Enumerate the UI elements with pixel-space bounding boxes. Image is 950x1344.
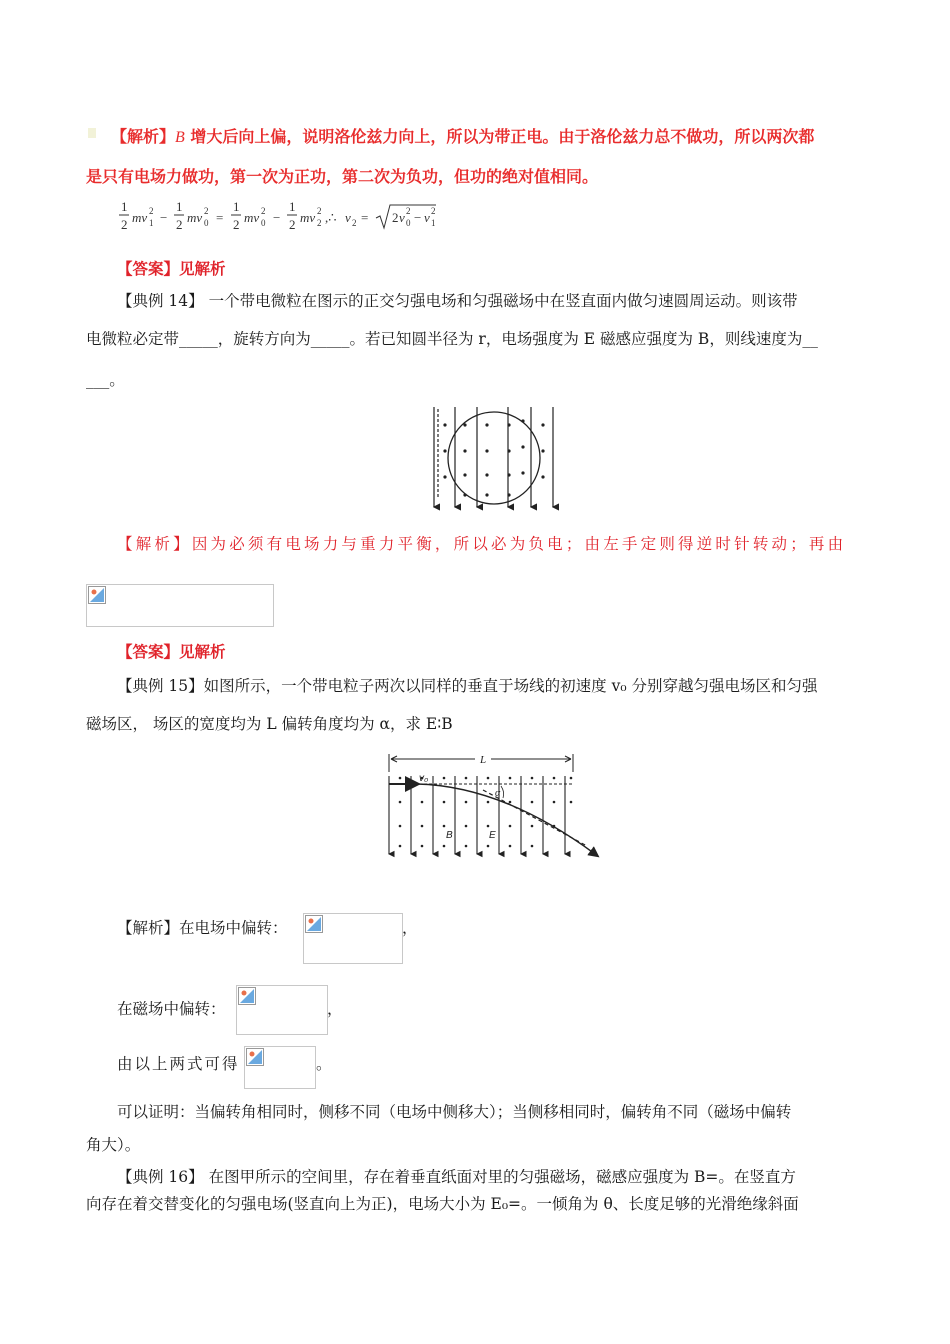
- formula-image-2: [236, 985, 328, 1035]
- answer-text: 见解析: [179, 259, 226, 278]
- deflection-figure: [383, 750, 605, 860]
- svg-text:v: v: [345, 210, 351, 225]
- fig-label-v0: v₀: [419, 773, 429, 784]
- period-3: 。: [316, 1055, 332, 1073]
- svg-text:2: 2: [431, 206, 436, 216]
- answer-line-1: [117, 258, 226, 280]
- broken-image-icon: [246, 1048, 264, 1066]
- svg-text:mv: mv: [132, 210, 148, 225]
- broken-image-placeholder: [86, 584, 274, 627]
- formula-image-3: [244, 1046, 316, 1089]
- comma-2: ，: [327, 1000, 343, 1018]
- svg-text:2: 2: [317, 206, 322, 216]
- example15-line-1: [117, 675, 817, 697]
- fig-label-L: L: [480, 754, 487, 766]
- broken-image-icon: [305, 915, 323, 933]
- svg-text:=: =: [361, 210, 369, 225]
- faint-marker: [88, 128, 96, 138]
- example14-jiexi: [117, 533, 846, 555]
- svg-text:2: 2: [149, 206, 154, 216]
- proof-line-1: 可以证明：当偏转角相同时，侧移不同（电场中侧移大）；当侧移相同时，偏转角不同（磁场中偏转: [117, 1103, 792, 1121]
- example15-jiexi-3: 由以上两式可得: [117, 1055, 240, 1073]
- svg-text:=: =: [216, 210, 224, 225]
- fig-label-alpha: α: [495, 788, 501, 799]
- jiexi-line-2: 是只有电场力做功，第一次为正功，第二次为负功，但功的绝对值相同。: [86, 167, 599, 186]
- svg-text:1: 1: [431, 218, 436, 228]
- example14-tag: 【典例 14】: [117, 292, 204, 310]
- svg-text:1: 1: [121, 199, 128, 214]
- svg-text:mv: mv: [300, 210, 316, 225]
- svg-text:2: 2: [317, 218, 322, 228]
- example15-jiexi-1: 【解析】在电场中偏转：: [117, 919, 288, 937]
- svg-text:−: −: [414, 210, 422, 225]
- jiexi-tag: 【解析】: [111, 127, 176, 146]
- jiexi-paragraph-1: [111, 124, 871, 147]
- field-circle-svg: [425, 403, 560, 513]
- svg-text:,∴: ,∴: [325, 210, 337, 225]
- svg-text:2: 2: [121, 217, 128, 232]
- svg-text:2: 2: [406, 206, 411, 216]
- svg-text:1: 1: [233, 199, 240, 214]
- example16-line-2: 向存在着交替变化的匀强电场(竖直向上为正)，电场大小为 E₀=。一倾角为 θ、长度足够的光滑绝缘斜面: [86, 1195, 799, 1213]
- svg-text:mv: mv: [187, 210, 203, 225]
- jiexi-text: 增大后向上偏，说明洛伦兹力向上，所以为带正电。由于洛伦兹力总不做功，所以两次都: [184, 127, 815, 146]
- example14-jiexi-text: 因为必须有电场力与重力平衡，所以必为负电；由左手定则得逆时针转动；再由: [191, 535, 847, 553]
- broken-image-icon: [238, 987, 256, 1005]
- answer-tag-2: 【答案】: [117, 642, 180, 661]
- example14-line-3: ___。: [86, 371, 125, 389]
- example14-line-2: 电微粒必定带_____，旋转方向为_____。若已知圆半径为 r，电场强度为 E 磁感应强度为 B，则线速度为__: [86, 330, 818, 348]
- svg-text:2: 2: [204, 206, 209, 216]
- svg-text:v: v: [424, 210, 430, 225]
- svg-text:2: 2: [289, 217, 296, 232]
- svg-text:2: 2: [392, 210, 399, 225]
- svg-text:2: 2: [176, 217, 183, 232]
- formula-fractions: [118, 198, 448, 238]
- broken-image-icon: [88, 586, 106, 604]
- deflection-svg: [383, 750, 605, 860]
- jiexi-variable: B: [175, 129, 185, 146]
- example15-tag: 【典例 15】: [117, 677, 204, 695]
- svg-text:2: 2: [233, 217, 240, 232]
- example16-line-1: [117, 1166, 796, 1188]
- svg-text:0: 0: [406, 218, 411, 228]
- answer-text-2: 见解析: [179, 642, 226, 661]
- svg-text:2: 2: [261, 206, 266, 216]
- example15-jiexi-2: 在磁场中偏转：: [117, 1000, 226, 1018]
- example15-text-1: 如图所示，一个带电粒子两次以同样的垂直于场线的初速度 v₀ 分别穿越匀强电场区和匀强: [203, 677, 818, 695]
- comma-1: ，: [402, 919, 418, 937]
- field-circle-figure: [425, 403, 560, 513]
- example16-text-1: 在图甲所示的空间里，存在着垂直纸面对里的匀强磁场，磁感应强度为 B=。在竖直方: [203, 1168, 796, 1186]
- svg-text:mv: mv: [244, 210, 260, 225]
- svg-text:2: 2: [352, 218, 357, 228]
- energy-formula: [118, 198, 448, 238]
- example14-text-1: 一个带电微粒在图示的正交匀强电场和匀强磁场中在竖直面内做匀速圆周运动。则该带: [203, 292, 798, 310]
- svg-text:0: 0: [204, 218, 209, 228]
- proof-line-2: 角大）。: [86, 1136, 141, 1154]
- fig-label-B: B: [446, 830, 453, 841]
- example16-tag: 【典例 16】: [117, 1168, 204, 1186]
- svg-text:1: 1: [176, 199, 183, 214]
- svg-text:1: 1: [149, 218, 154, 228]
- answer-line-2: [117, 641, 226, 663]
- svg-text:1: 1: [289, 199, 296, 214]
- svg-text:0: 0: [261, 218, 266, 228]
- svg-text:−: −: [273, 210, 281, 225]
- fig-label-E: E: [489, 830, 496, 841]
- answer-tag: 【答案】: [117, 259, 180, 278]
- example15-line-2: 磁场区， 场区的宽度均为 L 偏转角度均为 α，求 E∶B: [86, 715, 453, 733]
- example14-jiexi-tag: 【解析】: [117, 535, 192, 553]
- svg-text:v: v: [399, 210, 405, 225]
- example14-line-1: [117, 290, 798, 312]
- formula-image-1: [303, 913, 403, 964]
- svg-text:−: −: [160, 210, 168, 225]
